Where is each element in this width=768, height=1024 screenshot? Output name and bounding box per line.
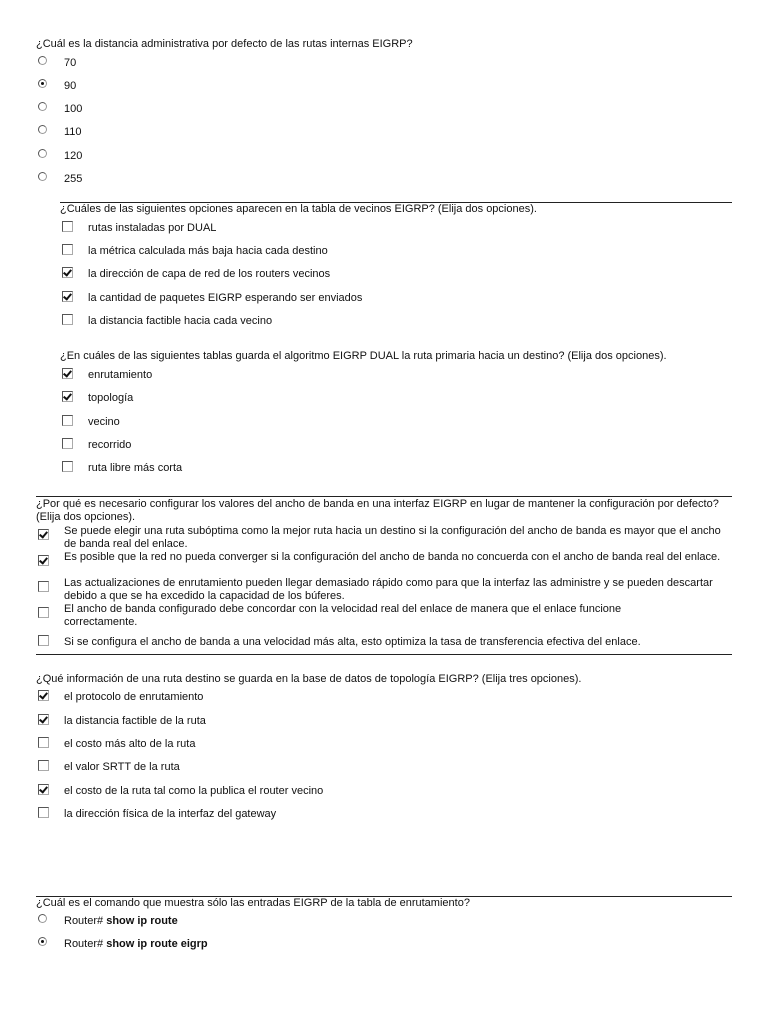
prompt-prefix: Router# [64,938,107,950]
checkbox-checked[interactable] [38,784,49,795]
option-label: Si se configura el ancho de banda a una velocidad más alta, esto optimiza la tasa de transferencia efectiva del enlace. [64,636,641,648]
option-label: el costo de la ruta tal como la publica el router vecino [64,785,324,797]
option-label: topología [88,392,134,404]
checkbox-checked[interactable] [62,368,73,379]
option-label: ruta libre más corta [88,462,183,474]
checkbox-checked[interactable] [38,529,49,540]
checkbox[interactable] [62,415,73,426]
question-4-text: ¿Por qué es necesario configurar los valores del ancho de banda en una interfaz EIGRP en lugar de mantener la configuración por defecto? (Elija dos opciones). [36,498,719,523]
option-label: 255 [64,173,83,185]
checkbox-checked[interactable] [62,267,73,278]
checkbox[interactable] [62,461,73,472]
radio-button[interactable] [38,56,47,65]
option-label: enrutamiento [88,369,153,381]
option-label: 120 [64,150,83,162]
option-label: la dirección de capa de red de los routers vecinos [88,268,331,280]
checkbox[interactable] [62,314,73,325]
checkbox-checked[interactable] [62,391,73,402]
radio-button[interactable] [38,125,47,134]
radio-button-selected[interactable] [38,79,47,88]
checkbox[interactable] [38,635,49,646]
option-label: la métrica calculada más baja hacia cada destino [88,245,328,257]
radio-button[interactable] [38,914,47,923]
checkbox-checked[interactable] [38,690,49,701]
option-label: Las actualizaciones de enrutamiento pueden llegar demasiado rápido como para que la interfaz las administre y se pueden descartar debido a que se ha excedido la capacidad de los búferes. [64,577,713,602]
option-label: el valor SRTT de la ruta [64,761,180,773]
option-label: recorrido [88,439,132,451]
question-2-text: ¿Cuáles de las siguientes opciones aparecen en la tabla de vecinos EIGRP? (Elija dos opciones). [60,203,537,215]
option-label: 90 [64,80,77,92]
checkbox[interactable] [62,438,73,449]
command-text: show ip route eigrp [106,938,208,950]
radio-button-selected[interactable] [38,937,47,946]
divider [36,654,732,655]
option-label: la cantidad de paquetes EIGRP esperando ser enviados [88,292,363,304]
checkbox[interactable] [38,737,49,748]
option-label [64,915,178,928]
radio-button[interactable] [38,149,47,158]
radio-button[interactable] [38,172,47,181]
option-label: Se puede elegir una ruta subóptima como la mejor ruta hacia un destino si la configuración del ancho de banda es mayor que el ancho de banda real del enlace. [64,525,721,550]
question-1-text: ¿Cuál es la distancia administrativa por defecto de las rutas internas EIGRP? [36,38,413,50]
radio-button[interactable] [38,102,47,111]
option-label: 100 [64,103,83,115]
option-label: rutas instaladas por DUAL [88,222,217,234]
prompt-prefix: Router# [64,915,107,927]
question-3-text: ¿En cuáles de las siguientes tablas guarda el algoritmo EIGRP DUAL la ruta primaria hacia un destino? (Elija dos opciones). [60,350,667,362]
option-label: la distancia factible hacia cada vecino [88,315,273,327]
checkbox[interactable] [38,807,49,818]
checkbox-checked[interactable] [62,291,73,302]
checkbox-checked[interactable] [38,714,49,725]
divider [36,496,732,497]
option-label [64,938,208,951]
command-text: show ip route [106,915,178,927]
checkbox[interactable] [38,581,49,592]
option-label: Es posible que la red no pueda converger si la configuración del ancho de banda no concuerda con el ancho de banda real del enlace. [64,551,721,563]
option-label: la dirección física de la interfaz del gateway [64,808,277,820]
checkbox-checked[interactable] [38,555,49,566]
checkbox[interactable] [62,221,73,232]
option-label: vecino [88,416,120,428]
checkbox[interactable] [38,760,49,771]
option-label: el protocolo de enrutamiento [64,691,204,703]
checkbox[interactable] [38,607,49,618]
option-label: el costo más alto de la ruta [64,738,196,750]
option-label: la distancia factible de la ruta [64,715,206,727]
option-label: 110 [64,126,82,138]
option-label: El ancho de banda configurado debe concordar con la velocidad real del enlace de manera que el enlace funcione correctamente. [64,603,622,628]
question-6-text: ¿Cuál es el comando que muestra sólo las entradas EIGRP de la tabla de enrutamiento? [36,897,470,909]
checkbox[interactable] [62,244,73,255]
option-label: 70 [64,57,77,69]
question-5-text: ¿Qué información de una ruta destino se guarda en la base de datos de topología EIGRP? (Elija tres opciones). [36,673,582,685]
